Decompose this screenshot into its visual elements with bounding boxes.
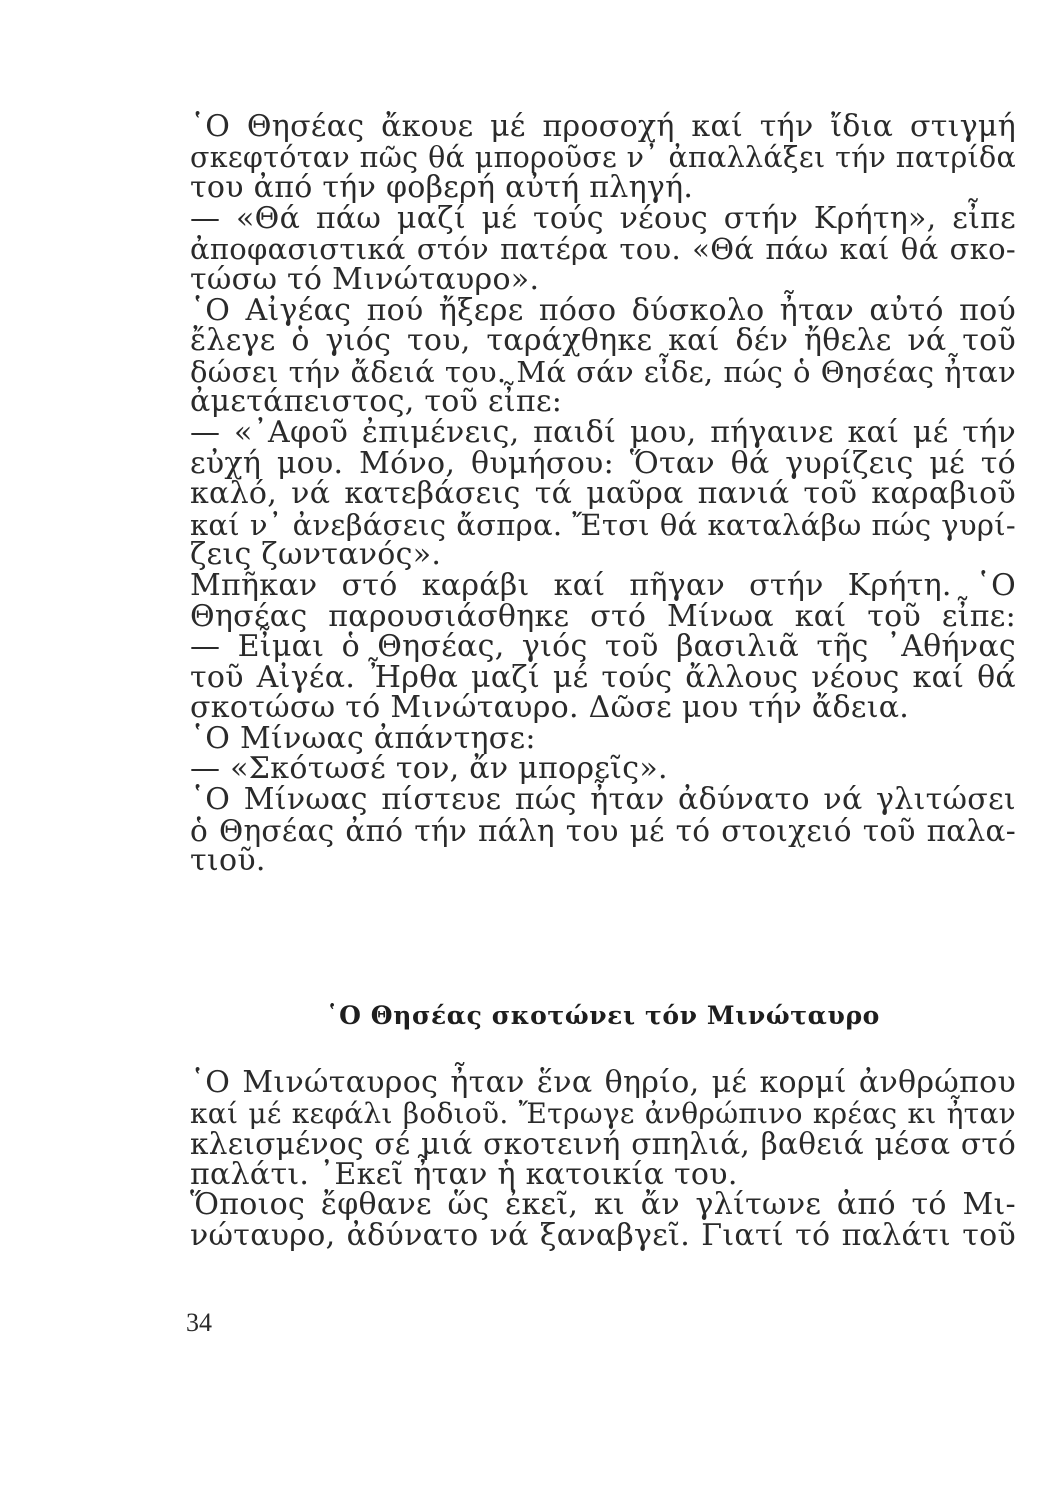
text-line: ῾Ο Μίνωας ἀπάντησε: [190, 720, 536, 756]
text-line: εὐχή μου. Μόνο, θυμήσου: Ὅταν θά γυρίζεις μέ τό [190, 445, 1016, 481]
text-line: ζεις ζωντανός». [190, 537, 442, 573]
section-heading: ῾Ο Θησέας σκοτώνει τόν Μινώταυρο [326, 1001, 880, 1030]
page-number: 34 [186, 1308, 212, 1337]
text-line: τιοῦ. [190, 843, 266, 879]
text-line: σκοτώσω τό Μινώταυρο. Δῶσε μου τήν ἄδεια. [190, 690, 910, 726]
text-line: ῾Ο Αἰγέας πού ἤξερε πόσο δύσκολο ἦταν αὐτό πού [190, 292, 1016, 328]
text-line: τώσω τό Μινώταυρο». [190, 261, 540, 297]
text-line: καλό, νά κατεβάσεις τά μαῦρα πανιά τοῦ καραβιοῦ [190, 476, 1016, 512]
text-line: καί ν᾿ ἀνεβάσεις ἄσπρα. Ἔτσι θά καταλάβω πώς γυρί- [190, 507, 1016, 542]
text-line: τοῦ Αἰγέα. Ἦρθα μαζί μέ τούς ἄλλους νέους καί θά [190, 659, 1016, 695]
text-line: — «Θά πάω μαζί μέ τούς νέους στήν Κρήτη», εἶπε [190, 200, 1016, 236]
text-line: ἀποφασιστικά στόν πατέρα του. «Θά πάω καί θά σκο- [190, 232, 1016, 267]
text-line: κλεισμένος σέ μιά σκοτεινή σπηλιά, βαθειά μέσα στό [190, 1127, 1016, 1162]
text-line: του ἀπό τήν φοβερή αὐτή πληγή. [190, 170, 694, 206]
text-line: ἔλεγε ὁ γιός του, ταράχθηκε καί δέν ἤθελε νά τοῦ [190, 323, 1016, 359]
text-line: ῾Ο Μινώταυρος ἦταν ἕνα θηρίο, μέ κορμί ἀνθρώπου [190, 1065, 1016, 1100]
text-line: Θησέας παρουσιάσθηκε στό Μίνωα καί τοῦ εἶπε: [190, 598, 1016, 634]
text-line: Ὅποιος ἔφθανε ὥς ἐκεῖ, κι ἄν γλίτωνε ἀπό τό Μι- [190, 1187, 1016, 1223]
text-line: ῾Ο Θησέας ἄκουε μέ προσοχή καί τήν ἴδια στιγμή [190, 109, 1016, 144]
text-line: σκεφτόταν πῶς θά μποροῦσε ν᾿ ἀπαλλάξει τήν πατρίδα [190, 140, 1016, 174]
text-line: δώσει τήν ἄδειά του. Μά σάν εἶδε, πώς ὁ Θησέας ἦταν [190, 354, 1016, 389]
body-text-top [190, 109, 1016, 879]
text-line: — «Σκότωσέ τον, ἄν μπορεῖς». [190, 751, 668, 787]
body-text-bottom [190, 1065, 1016, 1253]
text-line: — «᾿Αφοῦ ἐπιμένεις, παιδί μου, πήγαινε καί μέ τήν [190, 414, 1016, 450]
text-line: Μπῆκαν στό καράβι καί πῆγαν στήν Κρήτη. ῾Ο [190, 567, 1016, 603]
text-line: νώταυρο, ἀδύνατο νά ξαναβγεῖ. Γιατί τό παλάτι τοῦ [190, 1217, 1016, 1253]
text-line: ῾Ο Μίνωας πίστευε πώς ἦταν ἀδύνατο νά γλιτώσει [190, 782, 1016, 818]
text-line: παλάτι. ᾿Εκεῖ ἦταν ἡ κατοικία του. [190, 1156, 738, 1192]
text-line: ὁ Θησέας ἀπό τήν πάλη του μέ τό στοιχειό τοῦ παλα- [190, 813, 1016, 848]
text-line: ἀμετάπειστος, τοῦ εἶπε: [190, 384, 563, 420]
text-line: — Εἶμαι ὁ Θησέας, γιός τοῦ βασιλιᾶ τῆς ᾿Αθήνας [190, 629, 1016, 665]
text-line: καί μέ κεφάλι βοδιοῦ. Ἔτρωγε ἀνθρώπινο κρέας κι ἦταν [190, 1096, 1016, 1130]
